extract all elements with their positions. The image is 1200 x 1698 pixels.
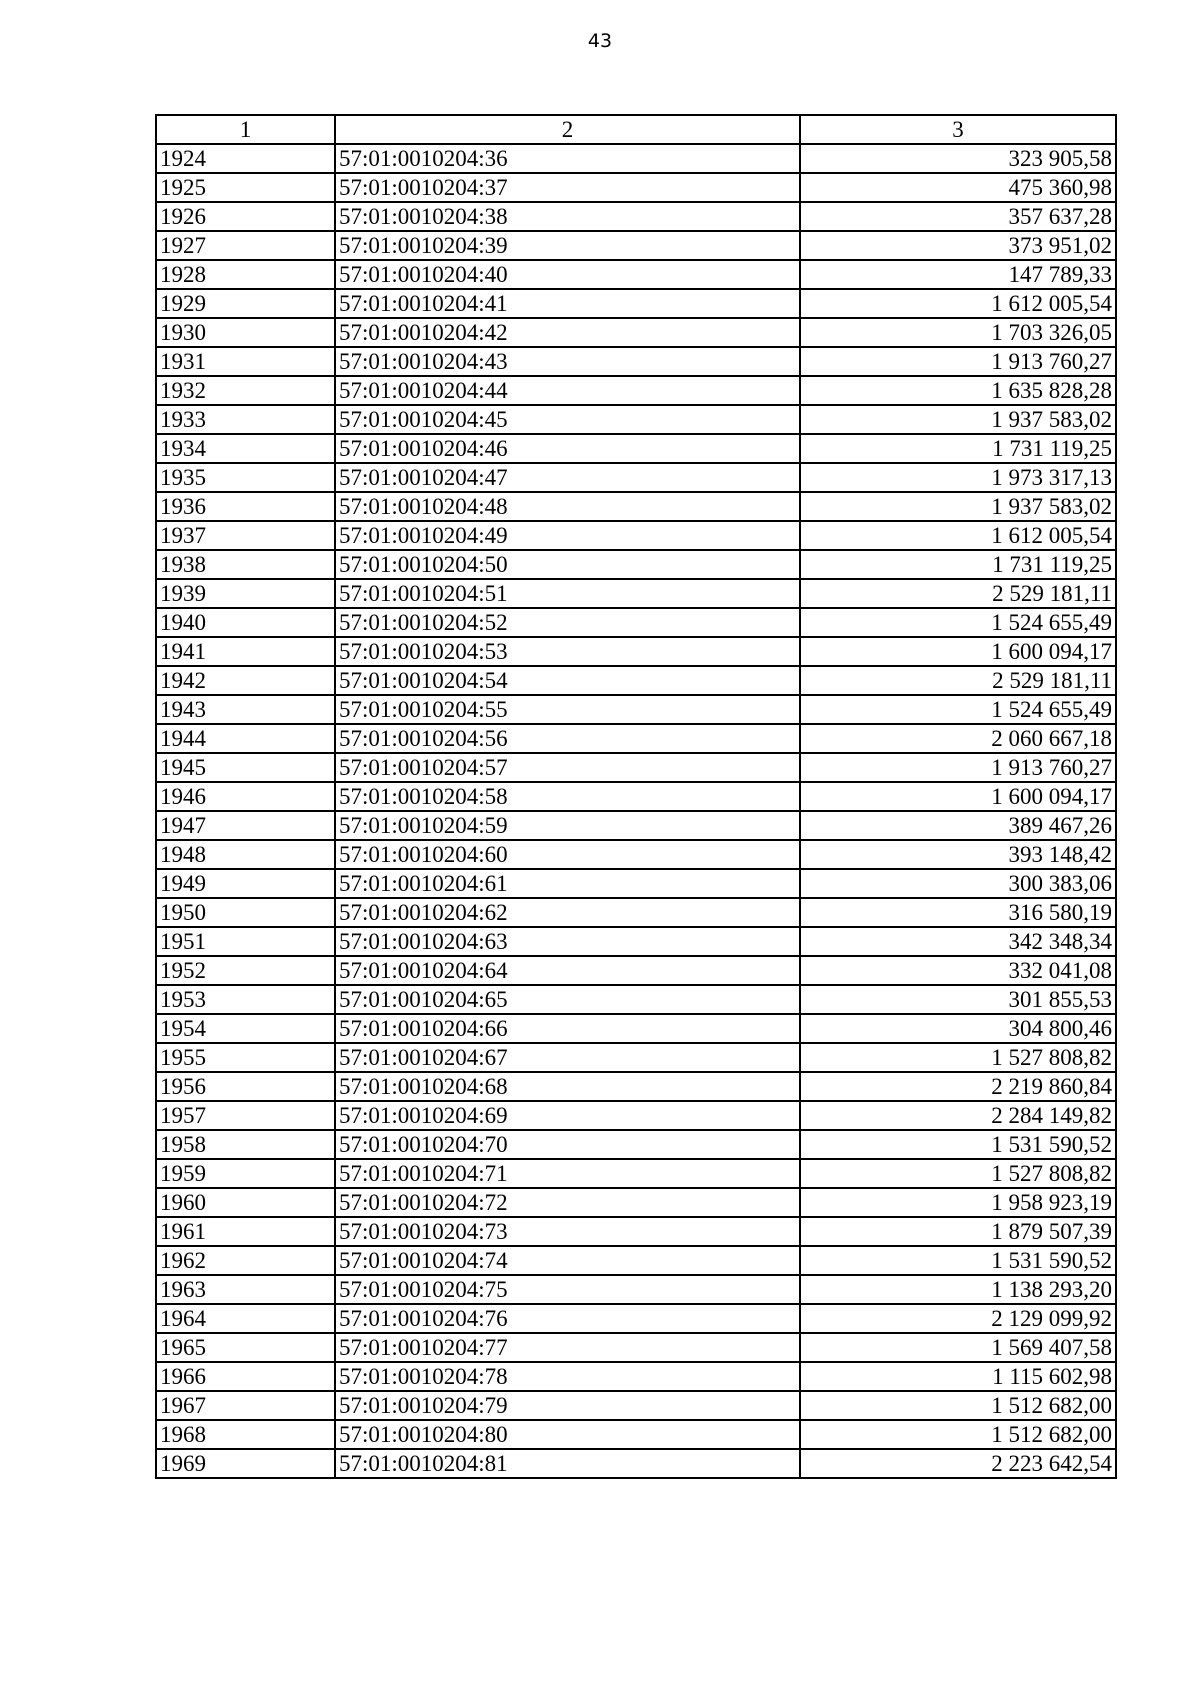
cadastral-number-cell: 57:01:0010204:56 [335,724,800,753]
cadastral-number-cell: 57:01:0010204:69 [335,1101,800,1130]
row-number-cell: 1949 [156,869,335,898]
value-cell: 1 937 583,02 [800,492,1116,521]
table-row [156,289,1116,318]
table-row [156,1014,1116,1043]
value-cell: 1 512 682,00 [800,1420,1116,1449]
table-row [156,1391,1116,1420]
table-row [156,1333,1116,1362]
cadastral-number-cell: 57:01:0010204:49 [335,521,800,550]
row-number-cell: 1942 [156,666,335,695]
table-row [156,405,1116,434]
value-cell: 393 148,42 [800,840,1116,869]
value-cell: 316 580,19 [800,898,1116,927]
table-header-row [156,115,1116,144]
row-number-cell: 1934 [156,434,335,463]
table-row [156,1130,1116,1159]
row-number-cell: 1961 [156,1217,335,1246]
cadastral-number-cell: 57:01:0010204:44 [335,376,800,405]
table-row [156,318,1116,347]
value-cell: 1 635 828,28 [800,376,1116,405]
row-number-cell: 1958 [156,1130,335,1159]
table-row [156,260,1116,289]
value-cell: 147 789,33 [800,260,1116,289]
row-number-cell: 1944 [156,724,335,753]
table-row [156,492,1116,521]
table-row [156,1246,1116,1275]
row-number-cell: 1965 [156,1333,335,1362]
table-row [156,1304,1116,1333]
row-number-cell: 1957 [156,1101,335,1130]
row-number-cell: 1951 [156,927,335,956]
value-cell: 342 348,34 [800,927,1116,956]
table-row [156,1449,1116,1478]
value-cell: 1 524 655,49 [800,608,1116,637]
value-cell: 2 529 181,11 [800,579,1116,608]
table-row [156,637,1116,666]
row-number-cell: 1969 [156,1449,335,1478]
column-header-3: 3 [800,115,1116,144]
cadastral-number-cell: 57:01:0010204:41 [335,289,800,318]
value-cell: 1 913 760,27 [800,753,1116,782]
value-cell: 1 731 119,25 [800,550,1116,579]
row-number-cell: 1955 [156,1043,335,1072]
table-row [156,434,1116,463]
table-row [156,898,1116,927]
cadastral-number-cell: 57:01:0010204:61 [335,869,800,898]
table-row [156,927,1116,956]
row-number-cell: 1952 [156,956,335,985]
table-row [156,1072,1116,1101]
row-number-cell: 1932 [156,376,335,405]
row-number-cell: 1950 [156,898,335,927]
table-row [156,985,1116,1014]
table-row [156,347,1116,376]
cadastral-number-cell: 57:01:0010204:40 [335,260,800,289]
row-number-cell: 1960 [156,1188,335,1217]
value-cell: 300 383,06 [800,869,1116,898]
value-cell: 2 223 642,54 [800,1449,1116,1478]
cadastral-number-cell: 57:01:0010204:46 [335,434,800,463]
value-cell: 323 905,58 [800,144,1116,173]
value-cell: 301 855,53 [800,985,1116,1014]
value-cell: 1 937 583,02 [800,405,1116,434]
cadastral-number-cell: 57:01:0010204:55 [335,695,800,724]
cadastral-number-cell: 57:01:0010204:72 [335,1188,800,1217]
table-row [156,782,1116,811]
table-row [156,869,1116,898]
row-number-cell: 1940 [156,608,335,637]
value-cell: 1 524 655,49 [800,695,1116,724]
table-row [156,724,1116,753]
cadastral-number-cell: 57:01:0010204:50 [335,550,800,579]
value-cell: 2 219 860,84 [800,1072,1116,1101]
table-row [156,1275,1116,1304]
column-header-1: 1 [156,115,335,144]
row-number-cell: 1929 [156,289,335,318]
table-row [156,666,1116,695]
cadastral-number-cell: 57:01:0010204:53 [335,637,800,666]
table-row [156,1420,1116,1449]
value-cell: 1 600 094,17 [800,637,1116,666]
row-number-cell: 1943 [156,695,335,724]
row-number-cell: 1963 [156,1275,335,1304]
table-row [156,1159,1116,1188]
cadastral-number-cell: 57:01:0010204:63 [335,927,800,956]
table-row [156,811,1116,840]
table-row [156,202,1116,231]
value-cell: 389 467,26 [800,811,1116,840]
value-cell: 2 529 181,11 [800,666,1116,695]
cadastral-number-cell: 57:01:0010204:57 [335,753,800,782]
value-cell: 1 531 590,52 [800,1246,1116,1275]
cadastral-number-cell: 57:01:0010204:65 [335,985,800,1014]
value-cell: 1 612 005,54 [800,289,1116,318]
table-row [156,1217,1116,1246]
value-cell: 1 569 407,58 [800,1333,1116,1362]
table-row [156,521,1116,550]
cadastral-number-cell: 57:01:0010204:81 [335,1449,800,1478]
cadastral-number-cell: 57:01:0010204:54 [335,666,800,695]
cadastral-number-cell: 57:01:0010204:60 [335,840,800,869]
cadastral-number-cell: 57:01:0010204:59 [335,811,800,840]
table-row [156,695,1116,724]
column-header-2: 2 [335,115,800,144]
row-number-cell: 1954 [156,1014,335,1043]
value-cell: 1 958 923,19 [800,1188,1116,1217]
row-number-cell: 1966 [156,1362,335,1391]
table-row [156,173,1116,202]
cadastral-number-cell: 57:01:0010204:68 [335,1072,800,1101]
row-number-cell: 1925 [156,173,335,202]
row-number-cell: 1931 [156,347,335,376]
cadastral-number-cell: 57:01:0010204:76 [335,1304,800,1333]
cadastral-number-cell: 57:01:0010204:52 [335,608,800,637]
value-cell: 1 512 682,00 [800,1391,1116,1420]
row-number-cell: 1937 [156,521,335,550]
value-cell: 1 527 808,82 [800,1043,1116,1072]
row-number-cell: 1927 [156,231,335,260]
table-row [156,550,1116,579]
cadastral-number-cell: 57:01:0010204:48 [335,492,800,521]
value-cell: 1 531 590,52 [800,1130,1116,1159]
value-cell: 1 600 094,17 [800,782,1116,811]
value-cell: 1 115 602,98 [800,1362,1116,1391]
value-cell: 1 612 005,54 [800,521,1116,550]
cadastral-number-cell: 57:01:0010204:75 [335,1275,800,1304]
table-row [156,463,1116,492]
table-row [156,1362,1116,1391]
cadastral-number-cell: 57:01:0010204:77 [335,1333,800,1362]
table-row [156,1101,1116,1130]
value-cell: 2 284 149,82 [800,1101,1116,1130]
table-row [156,231,1116,260]
row-number-cell: 1967 [156,1391,335,1420]
row-number-cell: 1936 [156,492,335,521]
value-cell: 1 731 119,25 [800,434,1116,463]
table-row [156,579,1116,608]
value-cell: 304 800,46 [800,1014,1116,1043]
row-number-cell: 1953 [156,985,335,1014]
cadastral-number-cell: 57:01:0010204:71 [335,1159,800,1188]
row-number-cell: 1959 [156,1159,335,1188]
cadastral-value-table [155,114,1117,1479]
table-row [156,376,1116,405]
cadastral-number-cell: 57:01:0010204:45 [335,405,800,434]
cadastral-number-cell: 57:01:0010204:58 [335,782,800,811]
value-cell: 1 138 293,20 [800,1275,1116,1304]
value-cell: 1 527 808,82 [800,1159,1116,1188]
value-cell: 475 360,98 [800,173,1116,202]
row-number-cell: 1935 [156,463,335,492]
value-cell: 357 637,28 [800,202,1116,231]
cadastral-number-cell: 57:01:0010204:74 [335,1246,800,1275]
row-number-cell: 1948 [156,840,335,869]
table-body [156,115,1116,1478]
row-number-cell: 1930 [156,318,335,347]
value-cell: 1 703 326,05 [800,318,1116,347]
cadastral-number-cell: 57:01:0010204:78 [335,1362,800,1391]
cadastral-number-cell: 57:01:0010204:51 [335,579,800,608]
row-number-cell: 1968 [156,1420,335,1449]
cadastral-number-cell: 57:01:0010204:64 [335,956,800,985]
table-row [156,1043,1116,1072]
page-number: 43 [587,30,613,52]
row-number-cell: 1964 [156,1304,335,1333]
cadastral-number-cell: 57:01:0010204:39 [335,231,800,260]
table-row [156,956,1116,985]
cadastral-number-cell: 57:01:0010204:73 [335,1217,800,1246]
table-row [156,753,1116,782]
cadastral-number-cell: 57:01:0010204:62 [335,898,800,927]
cadastral-number-cell: 57:01:0010204:37 [335,173,800,202]
cadastral-number-cell: 57:01:0010204:66 [335,1014,800,1043]
cadastral-number-cell: 57:01:0010204:36 [335,144,800,173]
table-row [156,608,1116,637]
value-cell: 373 951,02 [800,231,1116,260]
cadastral-number-cell: 57:01:0010204:80 [335,1420,800,1449]
row-number-cell: 1926 [156,202,335,231]
cadastral-number-cell: 57:01:0010204:79 [335,1391,800,1420]
table-row [156,144,1116,173]
row-number-cell: 1924 [156,144,335,173]
row-number-cell: 1962 [156,1246,335,1275]
cadastral-number-cell: 57:01:0010204:67 [335,1043,800,1072]
cadastral-number-cell: 57:01:0010204:47 [335,463,800,492]
cadastral-number-cell: 57:01:0010204:70 [335,1130,800,1159]
cadastral-number-cell: 57:01:0010204:42 [335,318,800,347]
row-number-cell: 1946 [156,782,335,811]
value-cell: 1 913 760,27 [800,347,1116,376]
value-cell: 2 129 099,92 [800,1304,1116,1333]
row-number-cell: 1939 [156,579,335,608]
row-number-cell: 1928 [156,260,335,289]
table-row [156,1188,1116,1217]
row-number-cell: 1947 [156,811,335,840]
row-number-cell: 1938 [156,550,335,579]
row-number-cell: 1941 [156,637,335,666]
value-cell: 1 879 507,39 [800,1217,1116,1246]
row-number-cell: 1945 [156,753,335,782]
cadastral-number-cell: 57:01:0010204:38 [335,202,800,231]
cadastral-number-cell: 57:01:0010204:43 [335,347,800,376]
value-cell: 332 041,08 [800,956,1116,985]
value-cell: 1 973 317,13 [800,463,1116,492]
row-number-cell: 1956 [156,1072,335,1101]
table-row [156,840,1116,869]
row-number-cell: 1933 [156,405,335,434]
value-cell: 2 060 667,18 [800,724,1116,753]
